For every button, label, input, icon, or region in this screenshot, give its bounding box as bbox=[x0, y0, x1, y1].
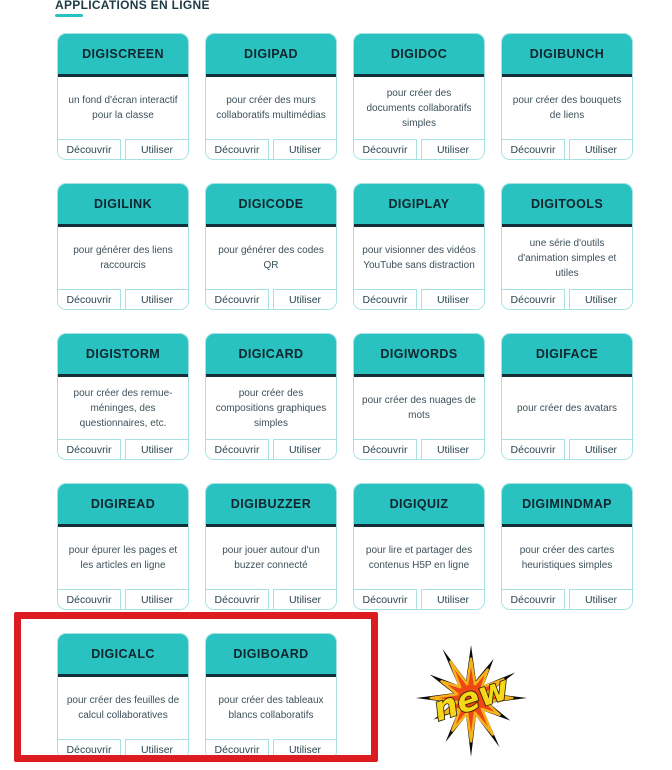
apps-grid bbox=[57, 33, 633, 760]
app-card bbox=[205, 33, 337, 160]
use-button[interactable]: Utiliser bbox=[421, 439, 484, 459]
app-card-header bbox=[58, 484, 188, 527]
app-description-wrap bbox=[58, 527, 188, 589]
app-title: DIGIPAD bbox=[244, 47, 298, 61]
app-description-wrap bbox=[206, 527, 336, 589]
app-title: DIGICARD bbox=[238, 347, 304, 361]
app-description: pour créer des remue-méninges, des questionnaires, etc. bbox=[73, 387, 173, 429]
use-button[interactable]: Utiliser bbox=[421, 289, 484, 309]
app-description: une série d'outils d'animation simples et utiles bbox=[517, 237, 617, 279]
heading-underline bbox=[55, 14, 83, 17]
app-description: pour créer des compositions graphiques simples bbox=[215, 387, 327, 429]
app-description: pour générer des liens raccourcis bbox=[73, 245, 173, 271]
app-description-wrap bbox=[502, 77, 632, 139]
use-button[interactable]: Utiliser bbox=[273, 289, 336, 309]
app-title: DIGIQUIZ bbox=[389, 497, 449, 511]
app-description: pour créer des bouquets de liens bbox=[512, 95, 622, 121]
app-card-header bbox=[206, 184, 336, 227]
app-card-header bbox=[206, 34, 336, 77]
app-title: DIGISCREEN bbox=[82, 47, 164, 61]
discover-button[interactable]: Découvrir bbox=[354, 289, 417, 309]
discover-button[interactable]: Découvrir bbox=[206, 139, 269, 159]
app-card-header bbox=[354, 484, 484, 527]
discover-button[interactable]: Découvrir bbox=[502, 139, 565, 159]
app-card-footer bbox=[502, 289, 632, 309]
app-card bbox=[205, 333, 337, 460]
app-title: DIGIWORDS bbox=[380, 347, 458, 361]
use-button[interactable]: Utiliser bbox=[273, 439, 336, 459]
app-card bbox=[353, 483, 485, 610]
use-button[interactable]: Utiliser bbox=[273, 139, 336, 159]
discover-button[interactable]: Découvrir bbox=[206, 739, 269, 759]
app-description: pour jouer autour d'un buzzer connecté bbox=[222, 545, 320, 571]
app-description: un fond d'écran interactif pour la classe bbox=[68, 95, 178, 121]
app-card-footer bbox=[354, 289, 484, 309]
app-card-header bbox=[354, 34, 484, 77]
app-card-footer bbox=[58, 289, 188, 309]
app-description-wrap bbox=[206, 677, 336, 739]
app-description-wrap bbox=[58, 377, 188, 439]
app-card bbox=[57, 33, 189, 160]
app-card-header bbox=[58, 634, 188, 677]
app-title: DIGICALC bbox=[91, 647, 155, 661]
app-card bbox=[57, 633, 189, 760]
app-card-header bbox=[58, 184, 188, 227]
app-card-header bbox=[502, 484, 632, 527]
app-description-wrap bbox=[58, 77, 188, 139]
discover-button[interactable]: Découvrir bbox=[502, 289, 565, 309]
app-title: DIGIBUNCH bbox=[529, 47, 605, 61]
app-title: DIGISTORM bbox=[85, 347, 161, 361]
use-button[interactable]: Utiliser bbox=[569, 139, 632, 159]
discover-button[interactable]: Découvrir bbox=[58, 439, 121, 459]
app-description-wrap bbox=[354, 377, 484, 439]
use-button[interactable]: Utiliser bbox=[273, 739, 336, 759]
use-button[interactable]: Utiliser bbox=[125, 139, 188, 159]
app-card-header bbox=[58, 334, 188, 377]
app-card-header bbox=[502, 34, 632, 77]
app-description: pour créer des murs collaboratifs multimédias bbox=[216, 95, 326, 121]
app-card-footer bbox=[58, 739, 188, 759]
use-button[interactable]: Utiliser bbox=[125, 289, 188, 309]
app-description: pour créer des documents collaboratifs simples bbox=[366, 87, 472, 129]
discover-button[interactable]: Découvrir bbox=[206, 439, 269, 459]
use-button[interactable]: Utiliser bbox=[125, 439, 188, 459]
discover-button[interactable]: Découvrir bbox=[58, 739, 121, 759]
app-card bbox=[501, 33, 633, 160]
discover-button[interactable]: Découvrir bbox=[58, 139, 121, 159]
app-title: DIGITOOLS bbox=[530, 197, 604, 211]
use-button[interactable]: Utiliser bbox=[569, 439, 632, 459]
app-card bbox=[57, 183, 189, 310]
app-card-header bbox=[502, 334, 632, 377]
app-card bbox=[353, 183, 485, 310]
app-description: pour créer des cartes heuristiques simples bbox=[519, 545, 615, 571]
app-card-header bbox=[58, 34, 188, 77]
app-card bbox=[57, 483, 189, 610]
app-card-footer bbox=[206, 289, 336, 309]
app-description-wrap bbox=[58, 677, 188, 739]
use-button[interactable]: Utiliser bbox=[273, 589, 336, 609]
app-description-wrap bbox=[206, 377, 336, 439]
app-card-footer bbox=[206, 439, 336, 459]
discover-button[interactable]: Découvrir bbox=[58, 589, 121, 609]
use-button[interactable]: Utiliser bbox=[421, 139, 484, 159]
app-description-wrap bbox=[354, 227, 484, 289]
app-description: pour générer des codes QR bbox=[218, 245, 324, 271]
app-description-wrap bbox=[502, 527, 632, 589]
app-card-header bbox=[502, 184, 632, 227]
discover-button[interactable]: Découvrir bbox=[206, 289, 269, 309]
use-button[interactable]: Utiliser bbox=[125, 739, 188, 759]
app-card-footer bbox=[58, 139, 188, 159]
app-description-wrap bbox=[58, 227, 188, 289]
app-title: DIGIBOARD bbox=[233, 647, 309, 661]
app-card bbox=[501, 333, 633, 460]
app-card-footer bbox=[58, 439, 188, 459]
app-card-footer bbox=[354, 139, 484, 159]
app-card-footer bbox=[206, 739, 336, 759]
app-card-footer bbox=[206, 139, 336, 159]
use-button[interactable]: Utiliser bbox=[421, 589, 484, 609]
app-description: pour créer des nuages de mots bbox=[362, 395, 476, 421]
app-card bbox=[57, 333, 189, 460]
app-card bbox=[353, 33, 485, 160]
app-description-wrap bbox=[206, 77, 336, 139]
app-title: DIGIBUZZER bbox=[230, 497, 312, 511]
app-title: DIGILINK bbox=[93, 197, 153, 211]
app-card-footer bbox=[502, 139, 632, 159]
app-title: DIGIMINDMAP bbox=[522, 497, 612, 511]
app-card-footer bbox=[502, 439, 632, 459]
app-card-footer bbox=[354, 589, 484, 609]
app-card-footer bbox=[502, 589, 632, 609]
app-description: pour créer des tableaux blancs collaboratifs bbox=[218, 695, 324, 721]
app-card bbox=[205, 483, 337, 610]
app-card-header bbox=[206, 634, 336, 677]
app-title: DIGIREAD bbox=[90, 497, 156, 511]
app-description: pour lire et partager des contenus H5P en ligne bbox=[365, 545, 473, 571]
app-description-wrap bbox=[502, 227, 632, 289]
app-card-header bbox=[354, 184, 484, 227]
discover-button[interactable]: Découvrir bbox=[354, 589, 417, 609]
new-badge-icon bbox=[412, 642, 532, 760]
app-card bbox=[205, 183, 337, 310]
discover-button[interactable]: Découvrir bbox=[502, 589, 565, 609]
app-title: DIGICODE bbox=[238, 197, 304, 211]
app-title: DIGIDOC bbox=[390, 47, 448, 61]
app-card-header bbox=[206, 334, 336, 377]
page-title: APPLICATIONS EN LIGNE bbox=[55, 0, 210, 12]
app-title: DIGIPLAY bbox=[388, 197, 450, 211]
app-card bbox=[353, 333, 485, 460]
app-description-wrap bbox=[206, 227, 336, 289]
app-card-footer bbox=[206, 589, 336, 609]
use-button[interactable]: Utiliser bbox=[125, 589, 188, 609]
app-description: pour épurer les pages et les articles en ligne bbox=[68, 545, 178, 571]
app-description: pour créer des feuilles de calcul collaboratives bbox=[66, 695, 180, 721]
app-description: pour créer des avatars bbox=[516, 402, 618, 414]
use-button[interactable]: Utiliser bbox=[569, 289, 632, 309]
new-badge-label: new bbox=[428, 667, 514, 729]
app-card-footer bbox=[58, 589, 188, 609]
app-description: pour visionner des vidéos YouTube sans distraction bbox=[362, 245, 476, 271]
discover-button[interactable]: Découvrir bbox=[354, 139, 417, 159]
app-card bbox=[501, 183, 633, 310]
app-description-wrap bbox=[502, 377, 632, 439]
use-button[interactable]: Utiliser bbox=[569, 589, 632, 609]
discover-button[interactable]: Découvrir bbox=[502, 439, 565, 459]
app-description-wrap bbox=[354, 77, 484, 139]
app-card-footer bbox=[354, 439, 484, 459]
discover-button[interactable]: Découvrir bbox=[354, 439, 417, 459]
discover-button[interactable]: Découvrir bbox=[206, 589, 269, 609]
app-description-wrap bbox=[354, 527, 484, 589]
app-card-header bbox=[206, 484, 336, 527]
app-card bbox=[205, 633, 337, 760]
app-title: DIGIFACE bbox=[535, 347, 599, 361]
app-card-header bbox=[354, 334, 484, 377]
app-card bbox=[501, 483, 633, 610]
discover-button[interactable]: Découvrir bbox=[58, 289, 121, 309]
